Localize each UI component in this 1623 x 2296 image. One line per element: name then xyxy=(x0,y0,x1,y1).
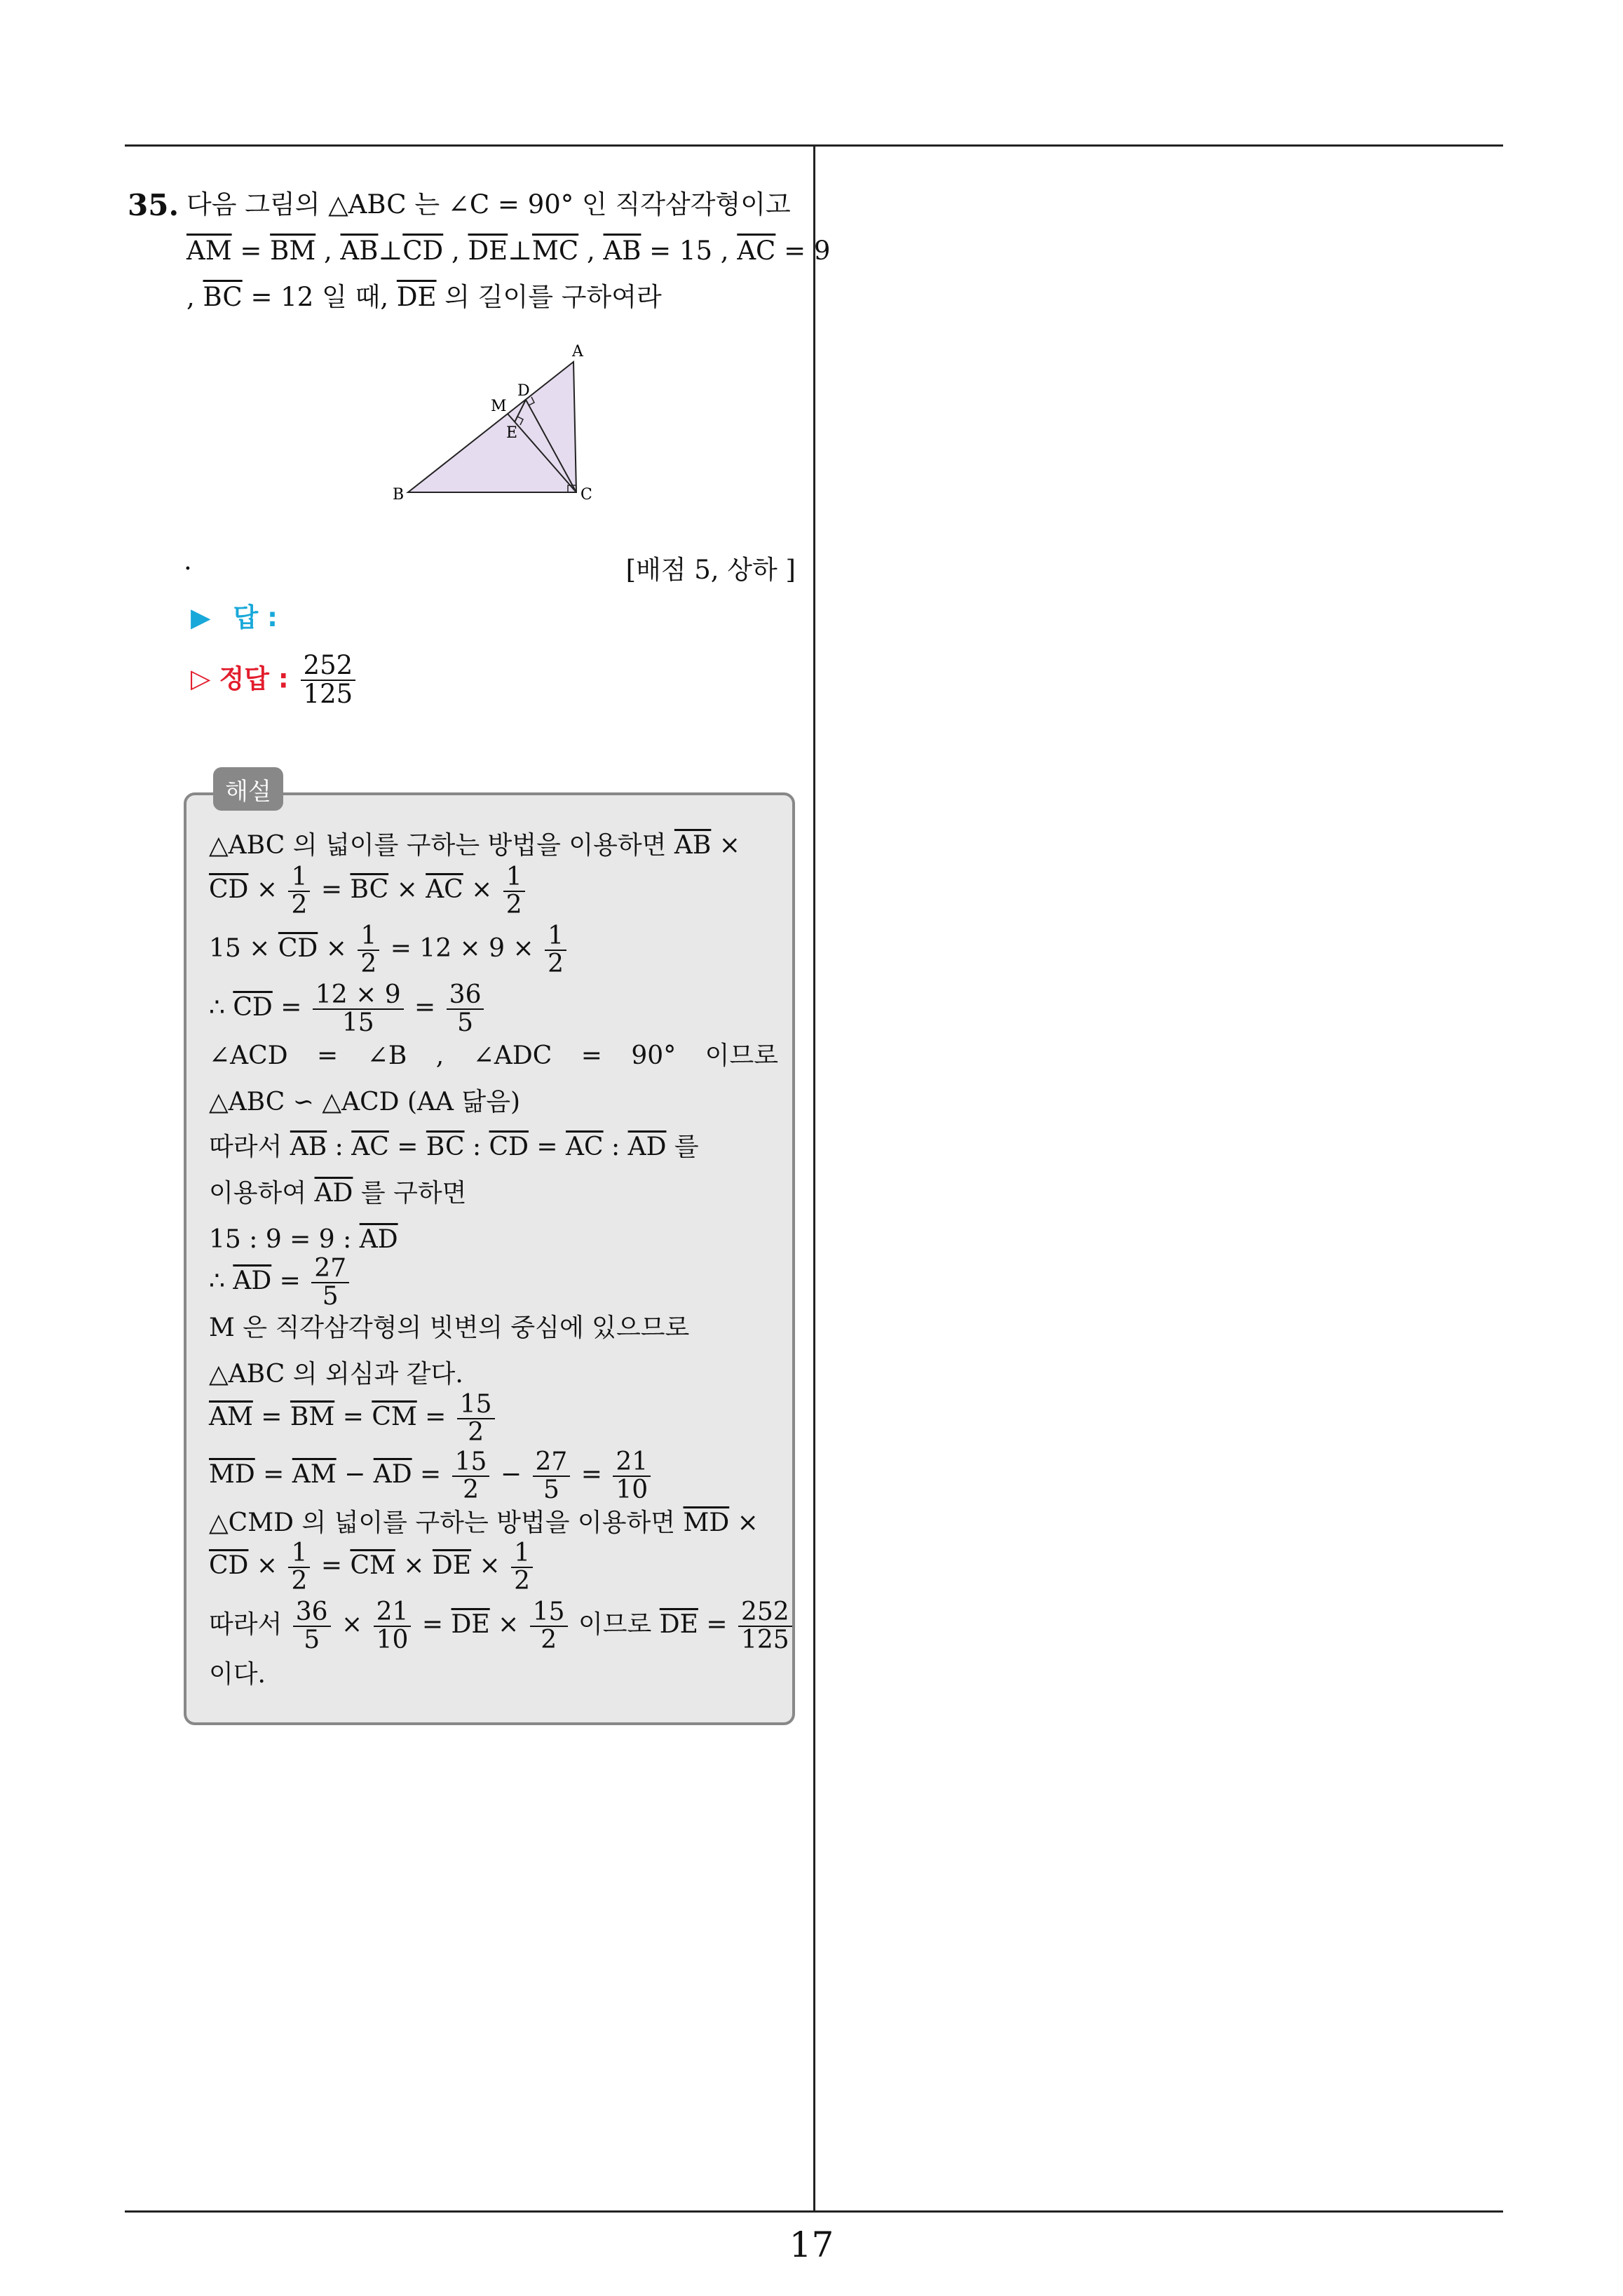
solution-line-4: ∴ $\overline{CD}$ = $\frac{12 \times 9}{15}$ = $\frac{36}{5}$ xyxy=(209,982,487,1036)
question-line-1: 다음 그림의 △ABC 는 ∠C = 90° 인 직각삼각형이고 xyxy=(186,189,791,220)
answer-row xyxy=(191,596,278,634)
column-divider xyxy=(813,144,815,2213)
question-line-2: $\overline{AM} = \overline{BM}$ , $\overline{AB}\perp\overline{CD}$ , $\overline{DE}\perp\overline{MC}$ , $\overline{AB} = 15$ , $\overline{AC} = 9$ xyxy=(186,236,831,266)
label-a: A xyxy=(572,343,583,360)
bottom-rule xyxy=(125,2210,1503,2213)
solution-line-6: △ABC ∽ △ACD (AA 닮음) xyxy=(209,1088,521,1116)
solution-line-1: △ABC 의 넓이를 구하는 방법을 이용하면 $\overline{AB}$ × xyxy=(209,831,740,860)
solution-line-3: $15 \times \overline{CD}$ × $\frac{1}{2}$ = 12 × 9 × $\frac{1}{2}$ xyxy=(209,923,569,978)
solution-line-5: ∠ACD = ∠B , ∠ADC = 90° 이므로 xyxy=(209,1041,778,1070)
solution-line-12: △ABC 의 외심과 같다. xyxy=(209,1360,463,1389)
solution-line-9: 15 : 9 = 9 : $\overline{AD}$ xyxy=(209,1225,398,1254)
solution-line-13: $\overline{AM} = \overline{BM} = \overline{CM}$ = $\frac{15}{2}$ xyxy=(209,1391,498,1446)
solution-line-18: 이다. xyxy=(209,1660,266,1689)
solution-line-2: $\overline{CD}$ × $\frac{1}{2}$ = $\overline{BC} \times \overline{AC}$ × $\frac{1}{2}$ xyxy=(209,864,528,919)
label-b: B xyxy=(393,486,405,504)
solution-line-10: ∴ $\overline{AD}$ = $\frac{27}{5}$ xyxy=(209,1255,352,1310)
label-e: E xyxy=(506,424,518,442)
triangle-figure xyxy=(379,337,610,505)
correct-label: 정답 : xyxy=(219,663,289,694)
question-line-3: , $\overline{BC} = 12$ 일 때, $\overline{DE}$ 의 길이를 구하여라 xyxy=(186,282,662,312)
solution-line-16: $\overline{CD}$ × $\frac{1}{2}$ = $\overline{CM} \times \overline{DE}$ × $\frac{1}{2}$ xyxy=(209,1540,536,1595)
solution-line-15: △CMD 의 넓이를 구하는 방법을 이용하면 $\overline{MD}$ × xyxy=(209,1508,759,1537)
correct-marker-icon: ▷ xyxy=(191,663,211,694)
question-number: 35. xyxy=(128,188,179,222)
label-c: C xyxy=(580,486,592,504)
correct-fraction: $\frac{252}{125}$ xyxy=(301,652,356,708)
correct-answer-row xyxy=(191,652,358,708)
solution-line-14: $\overline{MD} = \overline{AM} - \overline{AD}$ = $\frac{15}{2}$ − $\frac{27}{5}$ = $\frac{21}{10}$ xyxy=(209,1449,653,1504)
page-number: 17 xyxy=(789,2224,834,2265)
solution-line-7: 따라서 $\overline{AB}$ : $\overline{AC} = \overline{BC}$ : $\overline{CD} = \overline{AC}$ : $\overline{AD}$ 를 xyxy=(209,1133,699,1161)
solution-line-8: 이용하여 $\overline{AD}$ 를 구하면 xyxy=(209,1179,467,1208)
solution-tag: 해설 xyxy=(213,767,283,811)
answer-label: 답 : xyxy=(233,602,278,633)
solution-line-17: 따라서 $\frac{36}{5}$ × $\frac{21}{10}$ = $\overline{DE}$ × $\frac{15}{2}$ 이므로 $\overline{DE}$ = $\frac{252}{125}$ xyxy=(209,1599,795,1654)
label-d: D xyxy=(517,382,530,400)
label-m: M xyxy=(491,398,507,415)
triangle-abc xyxy=(408,362,576,492)
answer-marker-icon: ▶ xyxy=(191,602,211,633)
dot-mark: . xyxy=(184,546,192,576)
solution-line-11: M 은 직각삼각형의 빗변의 중심에 있으므로 xyxy=(209,1314,690,1342)
score-label: [배점 5, 상하 ] xyxy=(625,555,796,585)
